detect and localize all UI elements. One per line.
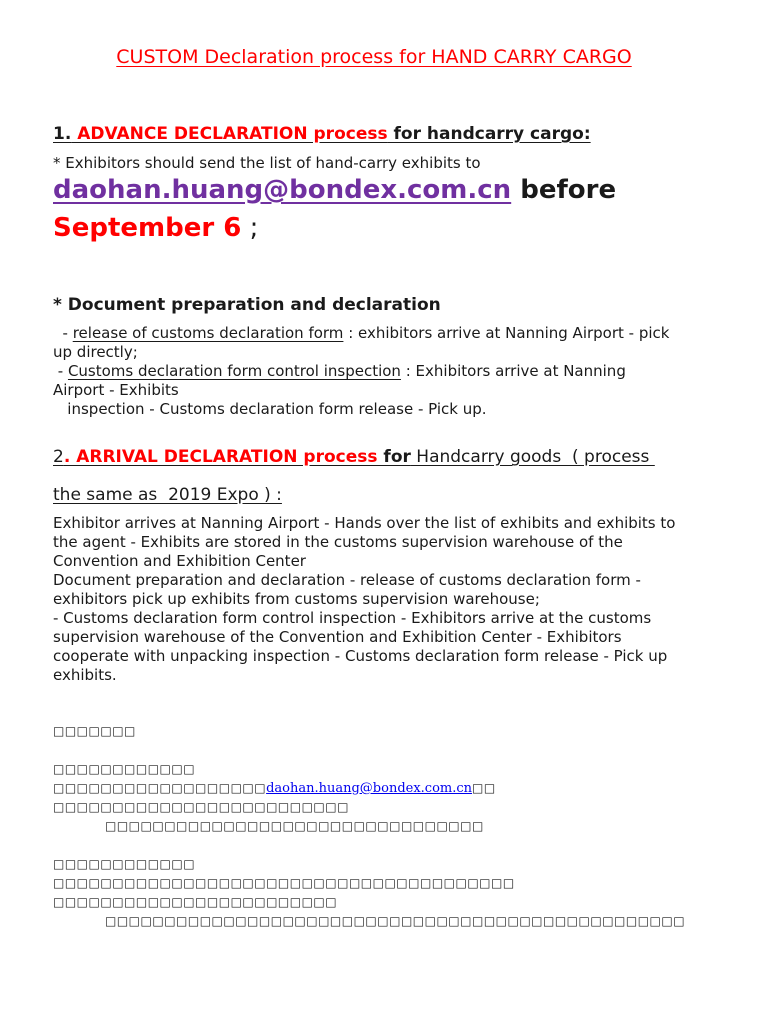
arrival-para-2-line-2: exhibitors pick up exhibits from customs supervision warehouse; [53, 590, 540, 608]
arrival-para-3-line-2: supervision warehouse of the Convention and Exhibition Center - Exhibitors [53, 628, 622, 646]
section-2-heading-rest: Handcarry goods ( process [410, 447, 655, 467]
chinese-section-2-line-1: □□□□□□□□□□□□□□□□□□□□□□□□□□□□□□□□□□□□□□□ [53, 876, 515, 890]
document-preparation-heading: * Document preparation and declaration [53, 295, 441, 315]
email-link-large[interactable]: daohan.huang@bondex.com.cn [53, 175, 512, 205]
arrival-para-2-line-1: Document preparation and declaration - release of customs declaration form - [53, 571, 641, 589]
chinese-section-2-line-3: □□□□□□□□□□□□□□□□□□□□□□□□□□□□□□□□□□□□□□□□□□□□□□□□□ [105, 914, 686, 928]
arrival-para-1-line-3: Convention and Exhibition Center [53, 552, 306, 570]
inspection-line-prefix: - [53, 362, 68, 380]
section-2-number: 2 [53, 447, 64, 467]
section-1-heading [53, 124, 591, 144]
chinese-section-1-line-2: □□□□□□□□□□□□□□□□□□□□□□□□□ [53, 800, 349, 814]
chinese-section-2-line-2: □□□□□□□□□□□□□□□□□□□□□□□□ [53, 895, 338, 909]
arrival-para-3-line-4: exhibits. [53, 666, 117, 684]
section-2-heading-for: for [377, 447, 411, 467]
section-1-heading-rest: for handcarry cargo: [387, 124, 591, 144]
email-line [53, 175, 616, 205]
inspection-line-cont: Airport - Exhibits [53, 381, 179, 399]
deadline-suffix: ; [241, 213, 259, 243]
arrival-para-1-line-2: the agent - Exhibits are stored in the customs supervision warehouse of the [53, 533, 623, 551]
email-link-small[interactable]: daohan.huang@bondex.com.cn [266, 781, 473, 796]
section-2-heading-line2: the same as 2019 Expo ) : [53, 485, 282, 505]
section-2-heading [53, 447, 655, 467]
inspection-line-end: inspection - Customs declaration form release - Pick up. [53, 400, 487, 418]
chinese-title: □□□□□□□ [53, 724, 136, 738]
release-line-prefix: - [53, 324, 73, 342]
release-line-cont: up directly; [53, 343, 138, 361]
inspection-line-rest: : Exhibitors arrive at Nanning [400, 362, 626, 380]
section-2-heading-red: . ARRIVAL DECLARATION process [63, 447, 378, 467]
chinese-section-2-heading: □□□□□□□□□□□□ [53, 857, 196, 871]
inspection-line [53, 362, 626, 381]
chinese-section-1-line-1 [53, 781, 496, 796]
section-1-number: 1. [53, 124, 72, 144]
release-line [53, 324, 669, 343]
deadline-line [53, 213, 258, 243]
arrival-para-3-line-1: - Customs declaration form control inspection - Exhibitors arrive at the customs [53, 609, 652, 627]
arrival-para-1-line-1: Exhibitor arrives at Nanning Airport - Hands over the list of exhibits and exhibits to [53, 514, 676, 532]
section-1-intro: * Exhibitors should send the list of hand-carry exhibits to [53, 154, 481, 172]
section-1-heading-red: ADVANCE DECLARATION process [71, 124, 388, 144]
arrival-para-3-line-3: cooperate with unpacking inspection - Customs declaration form release - Pick up [53, 647, 668, 665]
chinese-section-1-line-3: □□□□□□□□□□□□□□□□□□□□□□□□□□□□□□□□ [105, 819, 484, 833]
document-title: CUSTOM Declaration process for HAND CARRY CARGO [116, 46, 632, 68]
before-text: before [511, 175, 617, 205]
chinese-section-1-line-1-prefix: □□□□□□□□□□□□□□□□□□ [53, 781, 267, 795]
inspection-form-link: Customs declaration form control inspection [67, 362, 401, 380]
deadline-date: September 6 [53, 213, 242, 243]
chinese-section-1-line-1-suffix: □□ [472, 781, 496, 795]
chinese-section-1-heading: □□□□□□□□□□□□ [53, 762, 196, 776]
release-form-link: release of customs declaration form [72, 324, 344, 342]
release-line-rest: : exhibitors arrive at Nanning Airport - pick [343, 324, 670, 342]
